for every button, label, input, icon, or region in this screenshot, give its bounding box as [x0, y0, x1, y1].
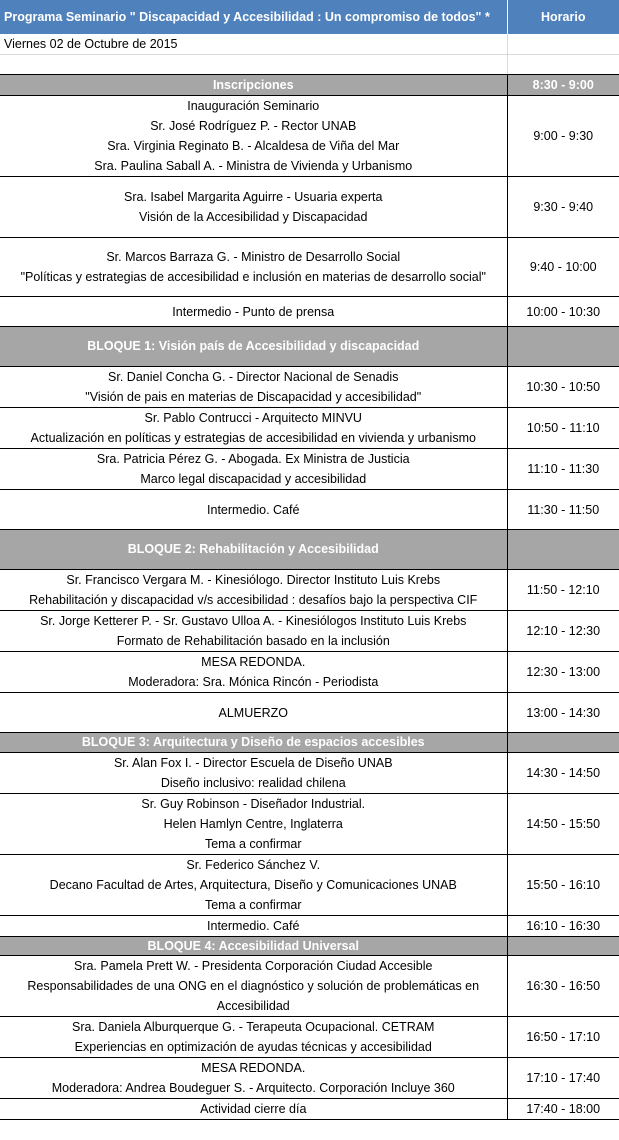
schedule-row: [0, 96, 619, 177]
schedule-row: [0, 1058, 619, 1099]
description-line: Responsabilidades de una ONG en el diagnóstico y solución de problemáticas en Accesibilidad: [27, 979, 480, 1013]
description-line: Sr. Pablo Contrucci - Arquitecto MINVU: [144, 411, 362, 425]
session-description: [0, 652, 507, 693]
section-row: [0, 530, 619, 570]
description-line: Intermedio - Punto de prensa: [172, 304, 335, 319]
schedule-row: [0, 408, 619, 449]
spacer-cell: [0, 55, 507, 75]
description-line: Sra. Isabel Margarita Aguirre - Usuaria experta: [124, 190, 383, 204]
description-line: Moderadora: Andrea Boudeguer S. - Arquitecto. Corporación Incluye 360: [51, 1081, 455, 1095]
schedule-row: [0, 652, 619, 693]
session-description: [0, 693, 507, 733]
session-description: [0, 916, 507, 937]
description-line: Intermedio. Café: [207, 502, 300, 517]
session-description: [0, 794, 507, 855]
schedule-row: [0, 1017, 619, 1058]
description-line: BLOQUE 2: Rehabilitación y Accesibilidad: [127, 542, 379, 556]
description-line: Diseño inclusivo: realidad chilena: [160, 776, 346, 790]
session-description: [0, 611, 507, 652]
description-line: Experiencias en optimización de ayudas técnicas y accesibilidad: [74, 1040, 432, 1054]
section-row: [0, 75, 619, 96]
session-description: [0, 956, 507, 1017]
description-line: Formato de Rehabilitación basado en la inclusión: [116, 634, 390, 648]
schedule-row: [0, 177, 619, 238]
section-title: [0, 75, 507, 96]
session-time: 15:50 - 16:10: [507, 855, 619, 916]
session-description: [0, 570, 507, 611]
description-line: BLOQUE 4: Accesibilidad Universal: [147, 938, 359, 953]
session-time: 14:30 - 14:50: [507, 753, 619, 794]
session-time: [507, 937, 619, 956]
description-line: Sr. Francisco Vergara M. - Kinesiólogo. Director Instituto Luis Krebs: [66, 573, 441, 587]
session-time: 16:50 - 17:10: [507, 1017, 619, 1058]
session-description: [0, 449, 507, 490]
session-time: 14:50 - 15:50: [507, 794, 619, 855]
session-description: [0, 238, 507, 297]
description-line: Inscripciones: [212, 77, 294, 92]
session-description: [0, 177, 507, 238]
description-line: Sr. Guy Robinson - Diseñador Industrial.: [141, 797, 366, 811]
description-line: BLOQUE 1: Visión país de Accesibilidad y discapacidad: [87, 339, 420, 353]
schedule-row: [0, 753, 619, 794]
session-time: 9:40 - 10:00: [507, 238, 619, 297]
session-time: 12:10 - 12:30: [507, 611, 619, 652]
description-line: Rehabilitación y discapacidad v/s accesibilidad : desafíos bajo la perspectiva CIF: [29, 593, 478, 607]
session-time: 17:40 - 18:00: [507, 1099, 619, 1120]
description-line: Sr. Marcos Barraza G. - Ministro de Desarrollo Social: [106, 250, 401, 264]
session-time: 10:00 - 10:30: [507, 297, 619, 327]
session-description: [0, 408, 507, 449]
session-time: 8:30 - 9:00: [507, 75, 619, 96]
description-line: BLOQUE 3: Arquitectura y Diseño de espacios accesibles: [81, 735, 425, 749]
spacer-time-cell: [507, 55, 619, 75]
description-line: Sra. Virginia Reginato B. - Alcaldesa de Viña del Mar: [107, 139, 400, 153]
description-line: Sra. Daniela Alburquerque G. - Terapeuta Ocupacional. CETRAM: [72, 1020, 435, 1034]
session-description: [0, 855, 507, 916]
description-line: Sr. Alan Fox I. - Director Escuela de Diseño UNAB: [113, 756, 393, 770]
description-line: Tema a confirmar: [204, 898, 302, 912]
description-line: ALMUERZO: [218, 705, 288, 720]
session-time: 11:50 - 12:10: [507, 570, 619, 611]
session-description: [0, 1058, 507, 1099]
session-description: [0, 753, 507, 794]
section-row: [0, 937, 619, 956]
session-description: [0, 96, 507, 177]
description-line: "Políticas y estrategias de accesibilidad e inclusión en materias de desarrollo social": [20, 270, 486, 284]
session-time: 16:30 - 16:50: [507, 956, 619, 1017]
session-time: 10:50 - 11:10: [507, 408, 619, 449]
schedule-row: [0, 1099, 619, 1120]
section-title: [0, 530, 507, 570]
session-description: [0, 1099, 507, 1120]
schedule-row: [0, 367, 619, 408]
description-line: Actualización en políticas y estrategias de accesibilidad en vivienda y urbanismo: [30, 431, 476, 445]
description-line: Sra. Paulina Saball A. - Ministra de Vivienda y Urbanismo: [94, 159, 413, 173]
schedule-row: [0, 449, 619, 490]
section-title: [0, 733, 507, 753]
spacer-row: [0, 55, 619, 75]
description-line: "Visión de pais en materias de Discapacidad y accesibilidad": [85, 390, 422, 404]
session-time: [507, 327, 619, 367]
session-time: 16:10 - 16:30: [507, 916, 619, 937]
schedule-row: [0, 297, 619, 327]
session-description: [0, 297, 507, 327]
description-line: Helen Hamlyn Centre, Inglaterra: [163, 817, 343, 831]
schedule-row: [0, 794, 619, 855]
date-row-time-cell: [507, 34, 619, 55]
description-line: Sr. Jorge Ketterer P. - Sr. Gustavo Ulloa A. - Kinesiólogos Instituto Luis Krebs: [40, 614, 467, 628]
description-line: Visión de la Accesibilidad y Discapacidad: [139, 210, 368, 224]
description-line: MESA REDONDA.: [201, 655, 306, 669]
description-line: Inauguración Seminario: [187, 99, 320, 113]
session-time: 12:30 - 13:00: [507, 652, 619, 693]
description-line: Sra. Pamela Prett W. - Presidenta Corporación Ciudad Accesible: [73, 959, 433, 973]
session-time: 11:30 - 11:50: [507, 490, 619, 530]
description-line: Sr. Daniel Concha G. - Director Nacional de Senadis: [108, 370, 399, 384]
schedule-row: [0, 693, 619, 733]
session-time: 10:30 - 10:50: [507, 367, 619, 408]
section-row: [0, 733, 619, 753]
session-description: [0, 490, 507, 530]
section-row: [0, 327, 619, 367]
session-time: 9:00 - 9:30: [507, 96, 619, 177]
session-description: [0, 1017, 507, 1058]
session-time: 9:30 - 9:40: [507, 177, 619, 238]
session-time: 17:10 - 17:40: [507, 1058, 619, 1099]
session-time: 13:00 - 14:30: [507, 693, 619, 733]
description-line: Decano Facultad de Artes, Arquitectura, Diseño y Comunicaciones UNAB: [49, 878, 457, 892]
header-row: [0, 0, 619, 34]
session-time: [507, 733, 619, 753]
schedule-row: [0, 611, 619, 652]
description-line: MESA REDONDA.: [201, 1061, 306, 1075]
section-title: [0, 327, 507, 367]
description-line: Sra. Patricia Pérez G. - Abogada. Ex Ministra de Justicia: [96, 452, 410, 466]
description-line: Sr. José Rodríguez P. - Rector UNAB: [150, 119, 357, 133]
session-description: [0, 367, 507, 408]
session-time: [507, 530, 619, 570]
schedule-row: [0, 916, 619, 937]
schedule-row: [0, 490, 619, 530]
description-line: Sr. Federico Sánchez V.: [186, 858, 321, 872]
session-time: 11:10 - 11:30: [507, 449, 619, 490]
schedule-row: [0, 855, 619, 916]
schedule-column-header: Horario: [507, 0, 619, 34]
event-date: Viernes 02 de Octubre de 2015: [0, 34, 507, 55]
description-line: Marco legal discapacidad y accesibilidad: [140, 472, 367, 486]
program-title: Programa Seminario " Discapacidad y Accesibilidad : Un compromiso de todos" *: [0, 0, 507, 34]
description-line: Moderadora: Sra. Mónica Rincón - Periodista: [128, 675, 379, 689]
date-row: [0, 34, 619, 55]
section-title: [0, 937, 507, 956]
description-line: Actividad cierre día: [200, 1102, 307, 1116]
description-line: Intermedio. Café: [207, 919, 300, 933]
description-line: Tema a confirmar: [204, 837, 302, 851]
schedule-row: [0, 956, 619, 1017]
schedule-row: [0, 570, 619, 611]
schedule-row: [0, 238, 619, 297]
